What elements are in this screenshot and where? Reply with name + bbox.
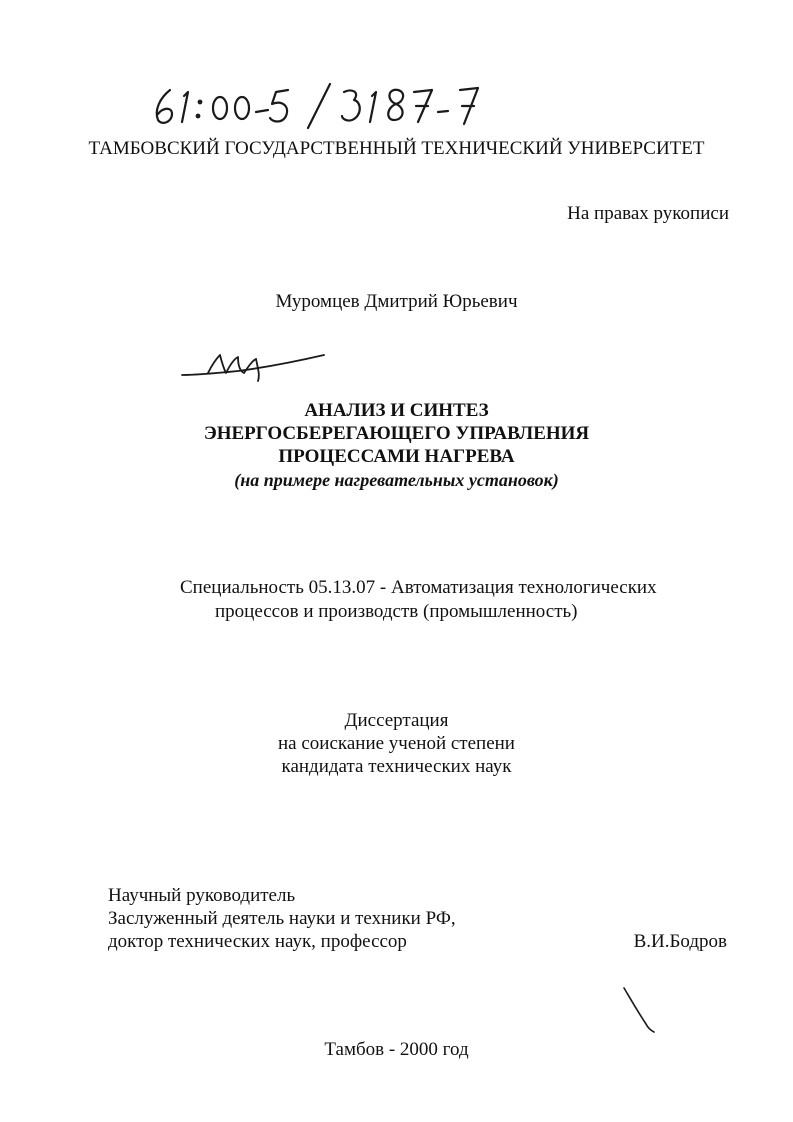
author-signature (178, 345, 328, 385)
dissertation-title-line1: АНАЛИЗ И СИНТЕЗ (304, 400, 489, 421)
supervisor-name: В.И.Бодров (633, 931, 727, 952)
degree-line1: Диссертация (344, 710, 449, 731)
degree-line2: на соискание ученой степени (278, 733, 515, 754)
supervisor-signature (618, 984, 662, 1036)
supervisor-title1: Заслуженный деятель науки и техники РФ, (108, 908, 456, 929)
specialty-line1: Специальность 05.13.07 - Автоматизация технологических (180, 577, 657, 598)
author-name: Муромцев Дмитрий Юрьевич (275, 291, 518, 312)
degree-line3: кандидата технических наук (281, 756, 512, 777)
specialty-line2: процессов и производств (промышленность) (215, 601, 578, 622)
dissertation-subtitle: (на примере нагревательных установок) (234, 470, 559, 490)
archive-code-handwriting (148, 80, 528, 130)
dissertation-title-line2: ЭНЕРГОСБЕРЕГАЮЩЕГО УПРАВЛЕНИЯ (203, 423, 590, 444)
supervisor-title2: доктор технических наук, профессор (108, 931, 407, 952)
supervisor-label: Научный руководитель (108, 885, 296, 906)
university-name: ТАМБОВСКИЙ ГОСУДАРСТВЕННЫЙ ТЕХНИЧЕСКИЙ УНИВЕРСИТЕТ (88, 138, 705, 159)
dissertation-title-line3: ПРОЦЕССАМИ НАГРЕВА (278, 446, 515, 467)
place-and-year: Тамбов - 2000 год (324, 1039, 469, 1060)
manuscript-rights: На правах рукописи (567, 203, 729, 224)
